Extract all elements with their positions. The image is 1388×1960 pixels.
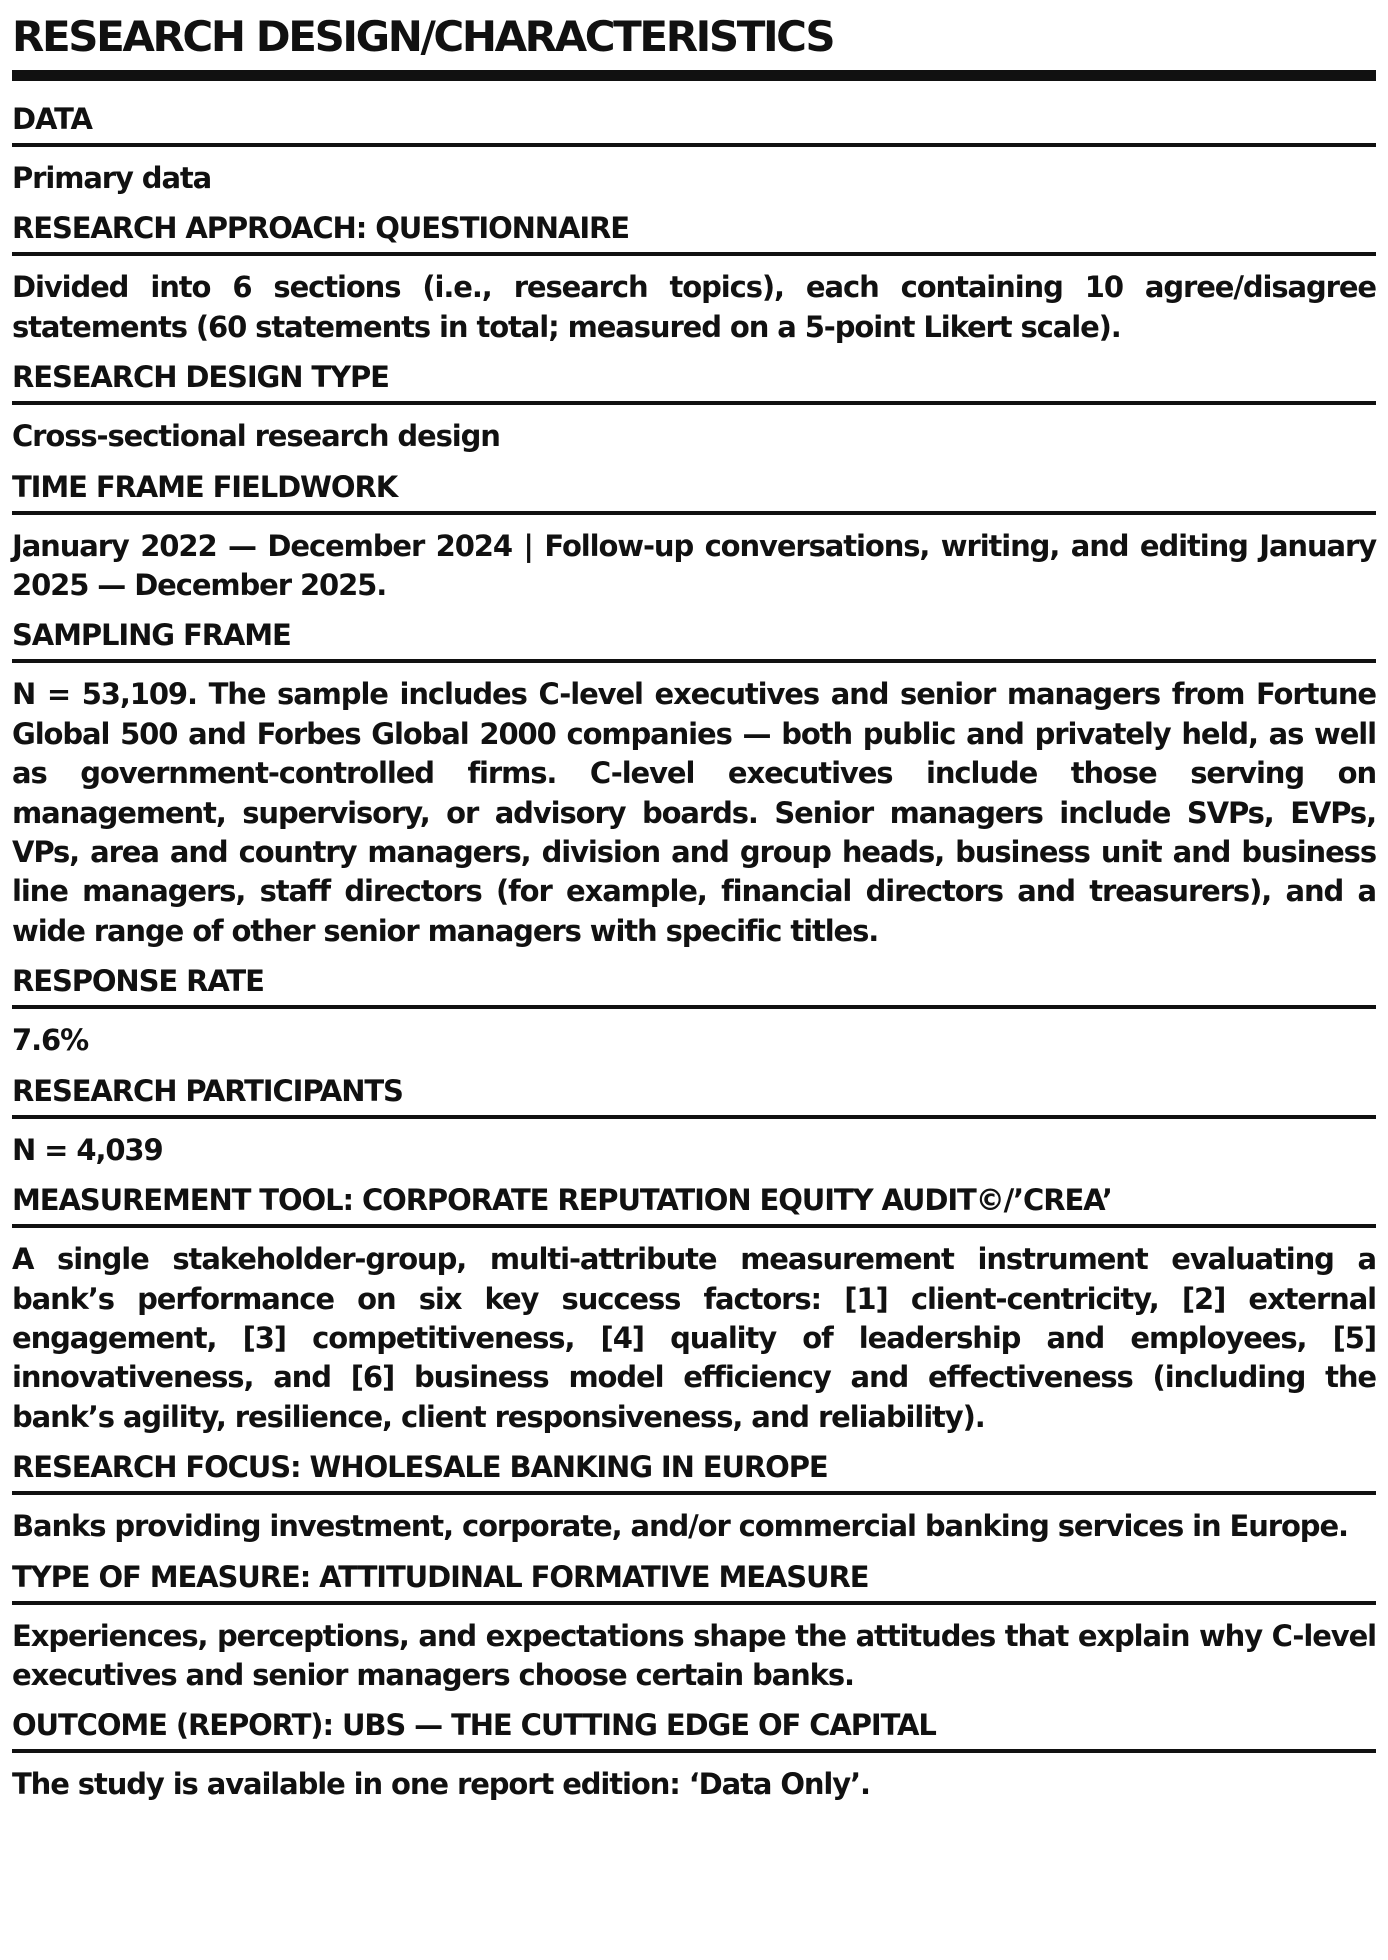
section-heading: RESEARCH DESIGN TYPE xyxy=(12,360,389,395)
section-sampling-frame xyxy=(12,615,1376,951)
section-heading: SAMPLING FRAME xyxy=(12,618,291,653)
section-body: N = 4,039 xyxy=(12,1132,163,1167)
section-divider xyxy=(12,1749,1376,1753)
section-body: A single stakeholder-group, multi-attribute measurement instrument evaluating a bank’s performance on six key success factors: [1] client-centricity, [2] external engagement, [3] competitiveness, [4] quality of leadership and employees, [5] innovativeness, and [6] business model efficiency and effectiveness (including the bank’s agility, resilience, client responsiveness, and reliability). xyxy=(12,1242,1376,1434)
section-divider xyxy=(12,252,1376,256)
section-divider xyxy=(12,401,1376,405)
page-title: RESEARCH DESIGN/CHARACTERISTICS xyxy=(12,12,834,61)
section-heading: RESEARCH APPROACH: QUESTIONNAIRE xyxy=(12,211,629,246)
section-type-of-measure xyxy=(12,1557,1376,1696)
section-body: Primary data xyxy=(12,161,212,195)
section-heading: TYPE OF MEASURE: ATTITUDINAL FORMATIVE MEASURE xyxy=(12,1559,869,1594)
section-heading: TIME FRAME FIELDWORK xyxy=(12,469,398,504)
section-body: Experiences, perceptions, and expectations shape the attitudes that explain why C-level executives and senior managers choose certain banks. xyxy=(12,1618,1376,1692)
section-heading: OUTCOME (REPORT): UBS — THE CUTTING EDGE OF CAPITAL xyxy=(12,1708,936,1743)
section-measurement-tool xyxy=(12,1180,1376,1437)
section-body: The study is available in one report edition: ‘Data Only’. xyxy=(12,1767,870,1802)
section-divider xyxy=(12,143,1376,147)
document-page xyxy=(12,8,1376,1815)
section-body: Banks providing investment, corporate, and/or commercial banking services in Europe. xyxy=(12,1509,1348,1544)
section-response-rate xyxy=(12,961,1376,1060)
section-divider xyxy=(12,659,1376,663)
section-time-frame xyxy=(12,467,1376,606)
section-research-approach xyxy=(12,208,1376,347)
title-divider xyxy=(12,70,1376,81)
section-data xyxy=(12,99,1376,198)
section-body: Divided into 6 sections (i.e., research topics), each containing 10 agree/disagree statements (60 statements in total; measured on a 5-point Likert scale). xyxy=(12,270,1376,344)
section-divider xyxy=(12,1601,1376,1605)
section-divider xyxy=(12,511,1376,515)
section-heading: RESEARCH PARTICIPANTS xyxy=(12,1073,403,1108)
section-research-focus xyxy=(12,1447,1376,1546)
section-research-participants xyxy=(12,1071,1376,1170)
section-outcome xyxy=(12,1705,1376,1804)
section-body: N = 53,109. The sample includes C-level executives and senior managers from Fortune Global 500 and Forbes Global 2000 companies — both public and privately held, as well as government-controlled firms. C-level executives include those serving on management, supervisory, or advisory boards. Senior managers include SVPs, EVPs, VPs, area and country managers, division and group heads, business unit and business line managers, staff directors (for example, financial directors and treasurers), and a wide range of other senior managers with specific titles. xyxy=(12,677,1376,948)
section-divider xyxy=(12,1115,1376,1119)
section-research-design-type xyxy=(12,357,1376,456)
section-divider xyxy=(12,1224,1376,1228)
section-heading: DATA xyxy=(12,102,92,136)
section-body: 7.6% xyxy=(12,1023,89,1058)
section-heading: RESPONSE RATE xyxy=(12,964,264,999)
section-divider xyxy=(12,1491,1376,1495)
section-body: Cross-sectional research design xyxy=(12,419,500,454)
section-divider xyxy=(12,1005,1376,1009)
section-heading: RESEARCH FOCUS: WHOLESALE BANKING IN EUROPE xyxy=(12,1450,828,1485)
section-body: January 2022 — December 2024 | Follow-up conversations, writing, and editing January 2025 — December 2025. xyxy=(12,528,1376,603)
section-heading: MEASUREMENT TOOL: CORPORATE REPUTATION EQUITY AUDIT©/’CREA’ xyxy=(12,1183,1112,1218)
